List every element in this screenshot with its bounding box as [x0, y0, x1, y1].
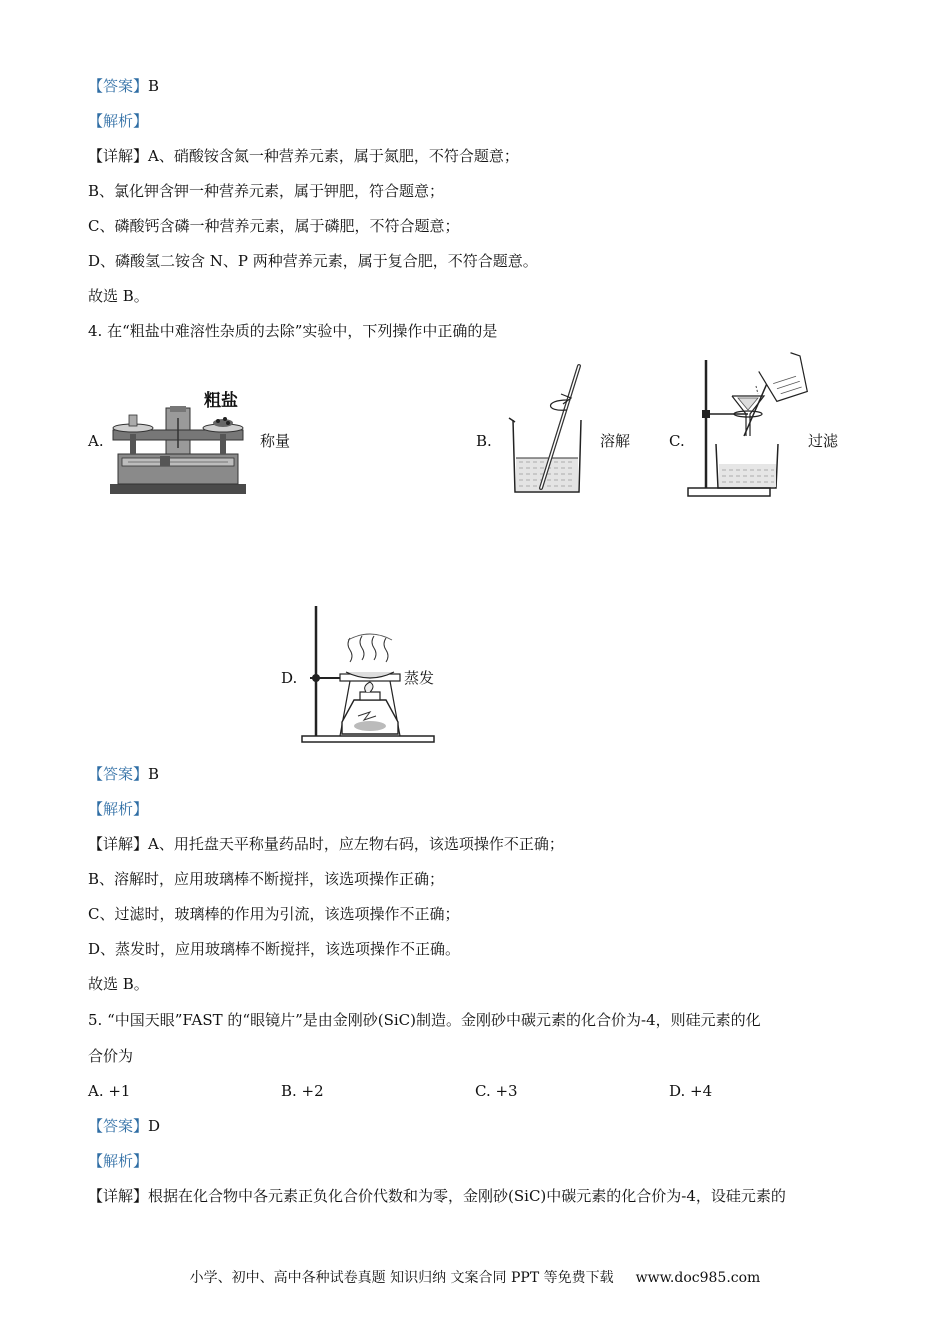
q4-answer — [88, 763, 159, 785]
q4-option-c-caption: 过滤 — [808, 432, 839, 450]
detail-text: 根据在化合物中各元素正负化合价代数和为零，金刚砂(SiC)中碳元素的化合价为-4，设硅元素的 — [148, 1187, 786, 1205]
q4-stem: 4. 在“粗盐中难溶性杂质的去除”实验中，下列操作中正确的是 — [88, 322, 498, 340]
answer-value: D — [148, 1117, 161, 1135]
q5-option-a: A. +1 — [88, 1082, 131, 1100]
q4-detail-a — [88, 833, 564, 855]
q3-detail-b: B、氯化钾含钾一种营养元素，属于钾肥，符合题意； — [88, 182, 445, 200]
answer-value: B — [148, 765, 160, 783]
q3-detail-c: C、磷酸钙含磷一种营养元素，属于磷肥，不符合题意； — [88, 217, 460, 235]
q4-option-b-letter: B. — [476, 432, 492, 450]
detail-tag: 【详解】 — [88, 835, 149, 853]
page-footer — [0, 1268, 950, 1288]
q4-detail-c: C、过滤时，玻璃棒的作用为引流，该选项操作不正确； — [88, 905, 460, 923]
q3-answer — [88, 75, 159, 97]
answer-tag: 【答案】 — [88, 77, 149, 95]
q4-option-d-caption: 蒸发 — [404, 669, 435, 687]
answer-tag: 【答案】 — [88, 765, 149, 783]
analysis-tag: 【解析】 — [88, 1152, 149, 1170]
q3-conclusion: 故选 B。 — [88, 287, 149, 305]
q4-option-a-letter: A. — [88, 432, 104, 450]
q4-detail-b: B、溶解时，应用玻璃棒不断搅拌，该选项操作正确； — [88, 870, 445, 888]
q5-answer — [88, 1115, 160, 1137]
q4-detail-d: D、蒸发时，应用玻璃棒不断搅拌，该选项操作不正确。 — [88, 940, 461, 958]
q5-detail — [88, 1185, 786, 1207]
answer-value: B — [148, 77, 160, 95]
q5-stem-line2: 合价为 — [88, 1047, 134, 1065]
beaker-stirring-icon — [505, 362, 605, 496]
footer-url[interactable]: www.doc985.com — [635, 1270, 761, 1286]
detail-text: A、硝酸铵含氮一种营养元素，属于氮肥，不符合题意； — [148, 147, 519, 165]
q4-conclusion: 故选 B。 — [88, 975, 149, 993]
q5-option-b: B. +2 — [281, 1082, 324, 1100]
q3-detail-a — [88, 145, 519, 167]
q5-analysis-heading — [88, 1150, 148, 1172]
q5-option-d: D. +4 — [669, 1082, 713, 1100]
q4-analysis-heading — [88, 798, 148, 820]
analysis-tag: 【解析】 — [88, 800, 149, 818]
q4-option-b-caption: 溶解 — [600, 432, 631, 450]
detail-tag: 【详解】 — [88, 147, 149, 165]
answer-tag: 【答案】 — [88, 1117, 149, 1135]
q5-stem-line1: 5. “中国天眼”FAST 的“眼镜片”是由金刚砂(SiC)制造。金刚砂中碳元素的化合价为-4，则硅元素的化 — [88, 1011, 761, 1029]
q4-option-c-letter: C. — [669, 432, 685, 450]
detail-text: A、用托盘天平称量药品时，应左物右码，该选项操作不正确； — [148, 835, 564, 853]
q5-option-c: C. +3 — [475, 1082, 518, 1100]
footer-text: 小学、初中、高中各种试卷真题 知识归纳 文案合同 PPT 等免费下载 — [189, 1270, 614, 1286]
q4-option-d-letter: D. — [281, 669, 298, 687]
analysis-tag: 【解析】 — [88, 112, 149, 130]
coarse-salt-label: 粗盐 — [204, 391, 238, 411]
filtration-icon — [686, 352, 810, 500]
detail-tag: 【详解】 — [88, 1187, 149, 1205]
q3-analysis-heading — [88, 110, 148, 132]
q3-detail-d: D、磷酸氢二铵含 N、P 两种营养元素，属于复合肥，不符合题意。 — [88, 252, 538, 270]
q4-option-a-caption: 称量 — [260, 432, 291, 450]
